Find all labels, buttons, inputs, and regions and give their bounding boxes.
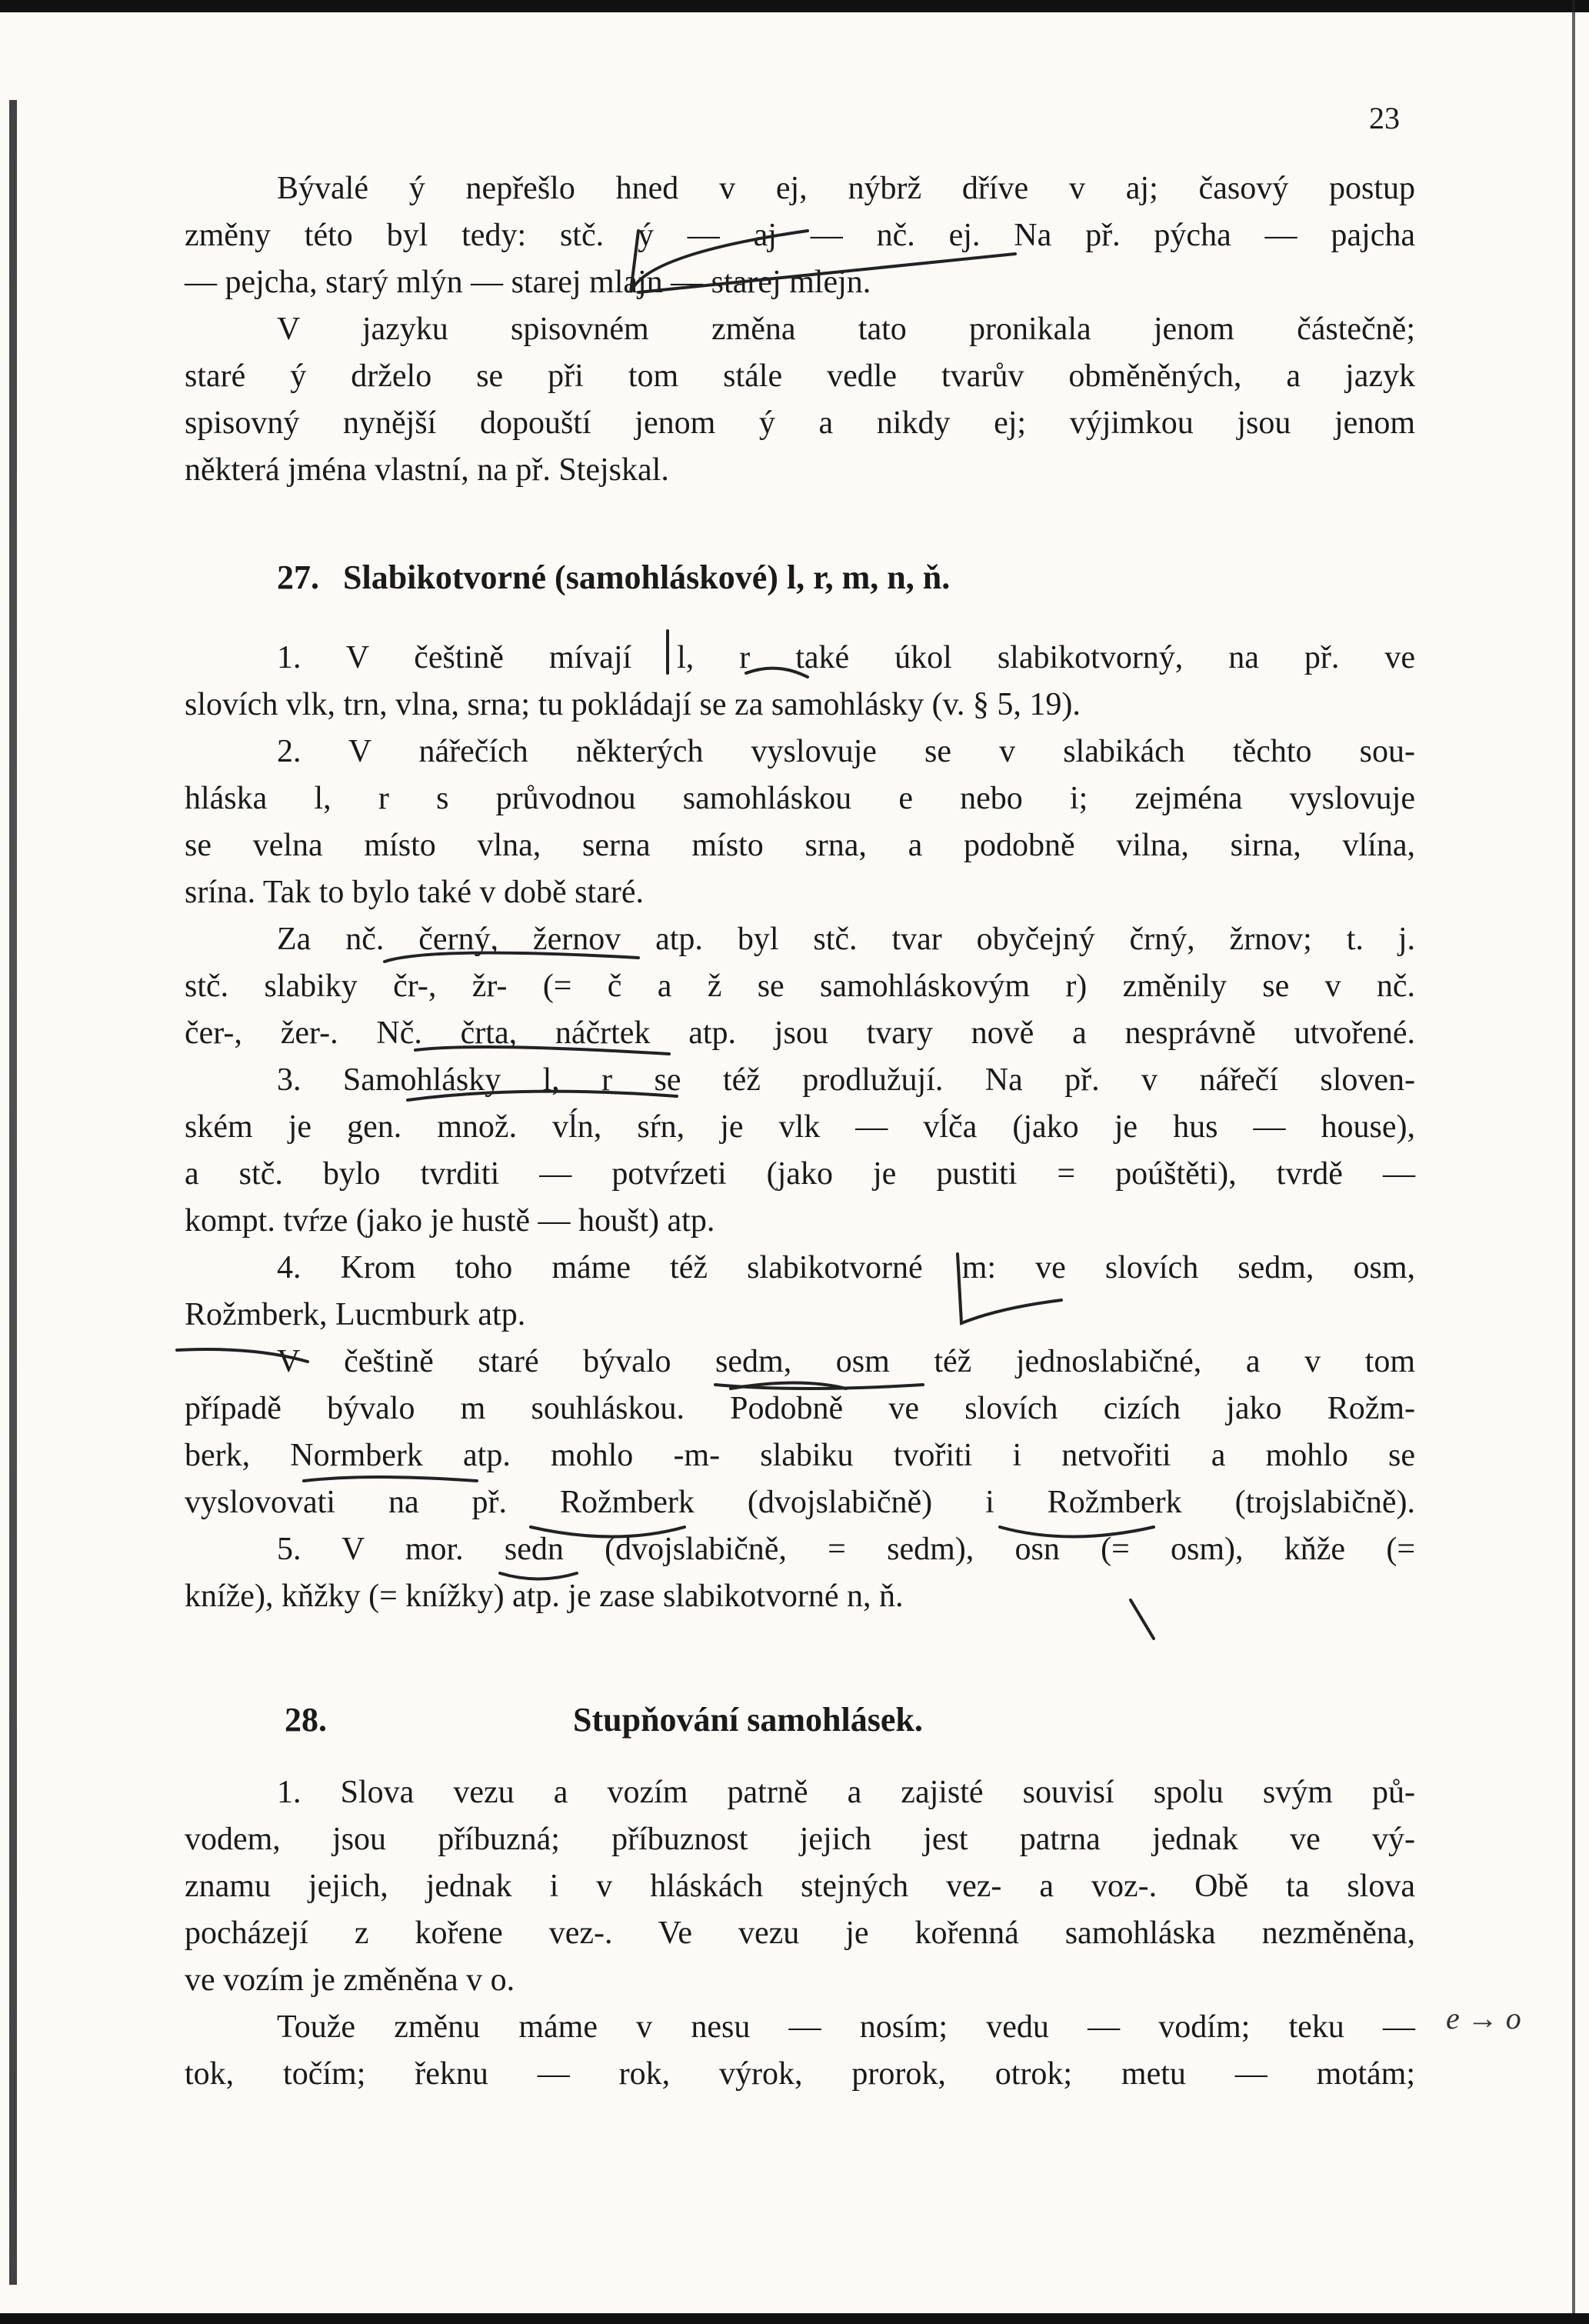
section-title: Stupňování samohlásek. (573, 1701, 923, 1739)
text-line: případě bývalo m souhláskou. Podobně ve slovích cizích jako Rožm- (185, 1391, 1415, 1426)
text-line: Za nč. černý, žernov atp. byl stč. tvar obyčejný črný, žrnov; t. j. (277, 922, 1415, 957)
pen-underline-1 (746, 669, 808, 677)
section-title: Slabikotvorné (samohláskové) l, r, m, n, ň. (343, 558, 951, 596)
text-line: a stč. bylo tvrditi — potvŕzeti (jako je pustiti = poúštěti), tvrdě — (185, 1156, 1415, 1192)
text-line: vyslovovati na př. Rožmberk (dvojslabičně) i Rožmberk (trojslabičně). (185, 1485, 1415, 1520)
text-line: srína. Tak to bylo také v době staré. (185, 875, 644, 910)
text-line: V češtině staré bývalo sedm, osm též jednoslabičné, a v tom (277, 1344, 1415, 1379)
section-number: 27. (277, 558, 319, 596)
text-line: kníže), kňžky (= knížky) atp. je zase slabikotvorné n, ň. (185, 1579, 904, 1614)
margin-note: e → o (1446, 2001, 1521, 2036)
text-line: se velna místo vlna, serna místo srna, a podobně vilna, sirna, vlína, (185, 828, 1415, 863)
text-line: 5. V mor. sedn (dvojslabičně, = sedm), osn (= osm), kňže (= (277, 1532, 1415, 1567)
text-line: tok, točím; řeknu — rok, výrok, prorok, otrok; metu — motám; (185, 2056, 1415, 2092)
pen-underline-9 (1000, 1527, 1154, 1537)
text-line: ve vozím je změněna v o. (185, 1962, 515, 1998)
text-line: pocházejí z kořene vez-. Ve vezu je kořenná samohláska nezměněna, (185, 1916, 1415, 1951)
pen-strike-1 (638, 254, 1015, 292)
text-line: berk, Normberk atp. mohlo -m- slabiku tvořiti i netvořiti a mohlo se (185, 1438, 1415, 1473)
text-line: ském je gen. množ. vĺn, sŕn, je vlk — vĺča (jako je hus — house), (185, 1109, 1415, 1145)
text-line: Rožmberk, Lucmburk atp. (185, 1297, 526, 1332)
text-line: 3. Samohlásky l, r se též prodlužují. Na př. v nářečí sloven- (277, 1062, 1415, 1098)
text-line: Touže změnu máme v nesu — nosím; vedu — vodím; teku — (277, 2009, 1415, 2045)
text-line: 1. V češtině mívají l, r také úkol slabikotvorný, na př. ve (277, 640, 1415, 675)
text-line: změny této byl tedy: stč. ý — aj — nč. ej. Na př. pýcha — pajcha (185, 218, 1415, 253)
pen-underline-4 (408, 1092, 677, 1100)
pen-underline-3 (415, 1047, 669, 1054)
page-number: 23 (1369, 101, 1400, 135)
section-number: 28. (285, 1701, 327, 1739)
text-line: staré ý drželo se při tom stále vedle tvarův obměněných, a jazyk (185, 358, 1415, 394)
text-line: 2. V nářečích některých vyslovuje se v slabikách těchto sou- (277, 734, 1415, 769)
text-line: V jazyku spisovném změna tato pronikala jenom částečně; (277, 312, 1415, 347)
pen-line-1 (177, 1349, 308, 1362)
text-line: 4. Krom toho máme též slabikotvorné m: ve slovích sedm, osm, (277, 1250, 1415, 1285)
pen-bracket-2 (958, 1254, 1061, 1323)
pen-underline-7 (304, 1477, 477, 1481)
pen-underline-8 (531, 1527, 685, 1537)
pen-tick-1 (1131, 1600, 1154, 1639)
text-line: kompt. tvŕze (jako je hustě — houšt) atp. (185, 1203, 715, 1239)
pen-underline-2 (385, 953, 638, 962)
pen-underline-10 (500, 1573, 577, 1579)
text-line: Bývalé ý nepřešlo hned v ej, nýbrž dříve v aj; časový postup (277, 171, 1415, 206)
text-line: 1. Slova vezu a vozím patrně a zajisté souvisí spolu svým pů- (277, 1775, 1415, 1810)
text-line: stč. slabiky čr-, žr- (= č a ž se samohláskovým r) změnily se v nč. (185, 969, 1415, 1004)
text-line: některá jména vlastní, na př. Stejskal. (185, 452, 669, 488)
text-line: slovích vlk, trn, vlna, srna; tu pokládají se za samohlásky (v. § 5, 19). (185, 687, 1081, 722)
text-line: znamu jejich, jednak i v hláskách stejných vez- a voz-. Obě ta slova (185, 1869, 1415, 1904)
text-line: vodem, jsou příbuzná; příbuznost jejich jest patrna jednak ve vý- (185, 1822, 1415, 1857)
text-line: — pejcha, starý mlýn — starej mlajn — starej mlejn. (185, 265, 871, 300)
text-line: spisovný nynější dopouští jenom ý a nikdy ej; výjimkou jsou jenom (185, 405, 1415, 441)
text-line: čer-, žer-. Nč. črta, náčrtek atp. jsou tvary nově a nesprávně utvořené. (185, 1015, 1415, 1051)
text-line: hláska l, r s průvodnou samohláskou e nebo i; zejména vyslovuje (185, 781, 1415, 816)
